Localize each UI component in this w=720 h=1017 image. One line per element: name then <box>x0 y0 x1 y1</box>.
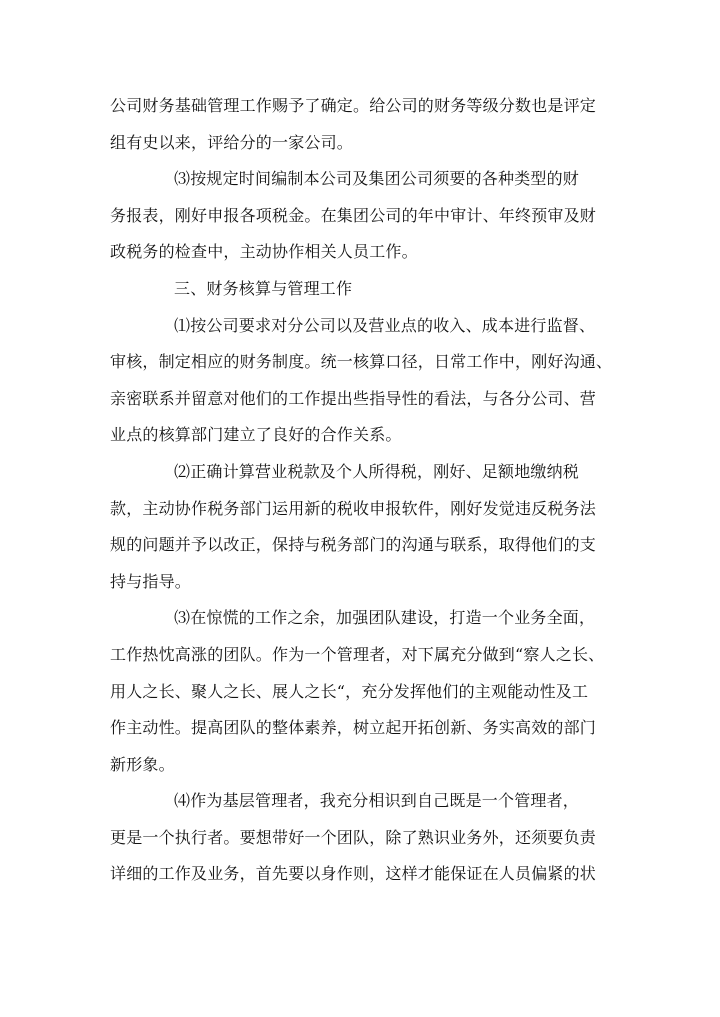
text-line: 组有史以来，评给分的一家公司。 <box>110 132 354 152</box>
text-line: 公司财务基础管理工作赐予了确定。给公司的财务等级分数也是评定 <box>110 96 597 115</box>
text-line: ⑷作为基层管理者，我充分相识到自己既是一个管理者， <box>174 791 580 811</box>
text-line: 持与指导。 <box>110 571 192 591</box>
text-line: 规的问题并予以改正，保持与税务部门的沟通与联系，取得他们的支 <box>110 535 597 555</box>
document-body <box>110 88 613 893</box>
text-line: 业点的核算部门建立了良好的合作关系。 <box>110 425 402 445</box>
text-line: 亲密联系并留意对他们的工作提出些指导性的看法，与各分公司、营 <box>110 388 597 408</box>
text-line: 用人之长、聚人之长、展人之长“，充分发挥他们的主观能动性及工 <box>110 681 589 701</box>
text-line: 务报表，刚好申报各项税金。在集团公司的年中审计、年终预审及财 <box>110 205 597 225</box>
text-line: ⑵正确计算营业税款及个人所得税，刚好、足额地缴纳税 <box>174 461 580 481</box>
text-line: 详细的工作及业务，首先要以身作则，这样才能保证在人员偏紧的状 <box>110 864 597 884</box>
text-line: ⑶按规定时间编制本公司及集团公司须要的各种类型的财 <box>174 169 580 189</box>
section-heading: 三、财务核算与管理工作 <box>174 278 353 298</box>
text-line: 工作热忱高涨的团队。作为一个管理者，对下属充分做到“察人之长、 <box>110 644 605 664</box>
text-line: ⑴按公司要求对分公司以及营业点的收入、成本进行监督、 <box>174 315 596 335</box>
text-line: ⑶在惊慌的工作之余，加强团队建设，打造一个业务全面， <box>174 608 596 628</box>
text-line: 政税务的检查中，主动协作相关人员工作。 <box>110 242 418 262</box>
text-line: 审核，制定相应的财务制度。统一核算口径，日常工作中，刚好沟通、 <box>110 352 613 372</box>
text-line: 作主动性。提高团队的整体素养，树立起开拓创新、务实高效的部门 <box>110 718 597 738</box>
text-line: 新形象。 <box>110 754 175 774</box>
text-line: 更是一个执行者。要想带好一个团队，除了熟识业务外，还须要负责 <box>110 827 597 847</box>
text-line: 款，主动协作税务部门运用新的税收申报软件，刚好发觉违反税务法 <box>110 498 597 518</box>
